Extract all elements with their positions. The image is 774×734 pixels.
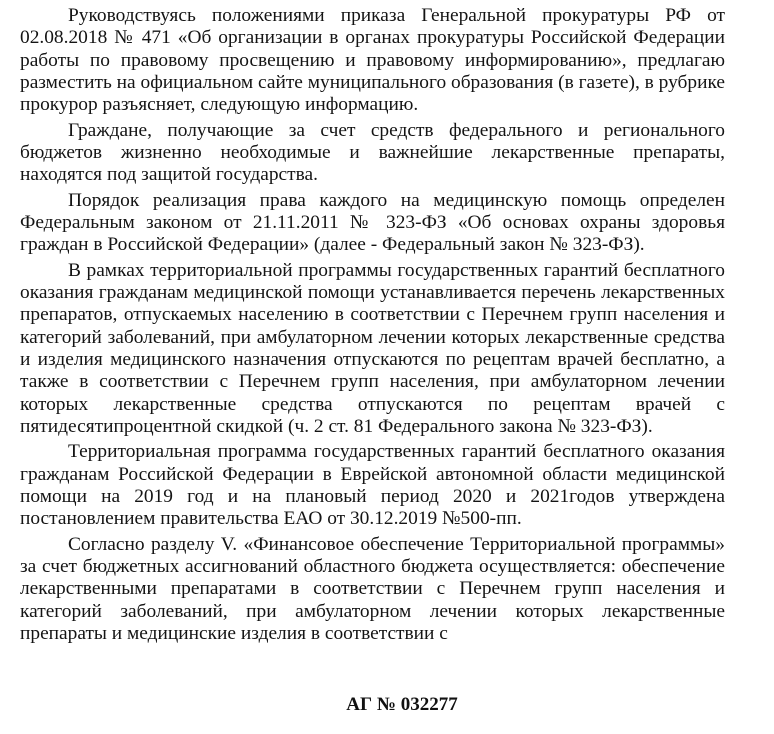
paragraph-territorial-list: В рамках территориальной программы государственных гарантий бесплатного оказания гражданам медицинской помощи устанавливается перечень лекарственных препаратов, отпускаемых населению в соответствии с Перечнем групп населения и категорий заболеваний, при амбулаторном лечении которых лекарственные средства и изделия медицинского назначения отпускаются по рецептам врачей бесплатно, а также в соответствии с Перечнем групп населения, при амбулаторном лечении которых лекарственные средства отпускаются по рецептам врачей с пятидесятипроцентной скидкой (ч. 2 ст. 81 Федерального закона № 323-ФЗ). <box>20 259 725 437</box>
document-body <box>20 5 725 648</box>
form-serial-number: АГ № 032277 <box>346 694 458 715</box>
paragraph-financing: Согласно разделу V. «Финансовое обеспечение Территориальной программы» за счет бюджетных ассигнований областного бюджета осуществляется: обеспечение лекарственными препаратами в соответствии с Перечнем групп населения и категорий заболеваний, при амбулаторном лечении которых лекарственные препараты и медицинские изделия в соответствии с <box>20 533 725 644</box>
paragraph-citizens: Граждане, получающие за счет средств федерального и регионального бюджетов жизненно необходимые и важнейшие лекарственные препараты, находятся под защитой государства. <box>20 119 725 186</box>
paragraph-procedure: Порядок реализация права каждого на медицинскую помощь определен Федеральным законом от 21.11.2011 № 323-ФЗ «Об основах охраны здоровья граждан в Российской Федерации» (далее - Федеральный закон № 323-ФЗ). <box>20 189 725 256</box>
paragraph-intro: Руководствуясь положениями приказа Генеральной прокуратуры РФ от 02.08.2018 № 471 «Об организации в органах прокуратуры Российской Федерации работы по правовому просвещению и правовому информированию», предлагаю разместить на официальном сайте муниципального образования (в газете), в рубрике прокурор разъясняет, следующую информацию. <box>20 5 726 116</box>
paragraph-territorial-program: Территориальная программа государственных гарантий бесплатного оказания гражданам Российской Федерации в Еврейской автономной области медицинской помощи на 2019 год и на плановый период 2020 и 2021годов утверждена постановлением правительства ЕАО от 30.12.2019 №500-пп. <box>20 441 725 530</box>
